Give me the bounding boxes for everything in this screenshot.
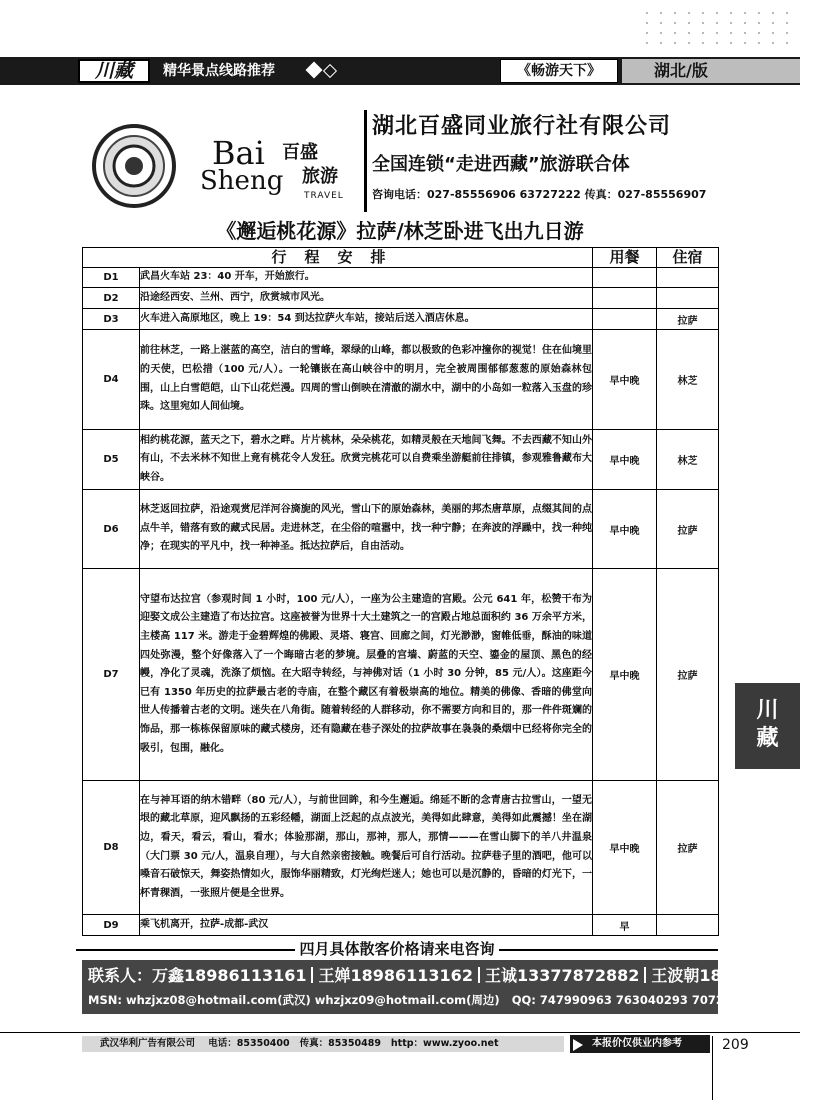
header-meals: 用餐 — [593, 248, 657, 268]
company-slogan: 全国连锁“走进西藏”旅游联合体 — [372, 154, 630, 175]
description-cell: 火车进入高原地区，晚上 19：54 到达拉萨火车站，接站后送入酒店休息。 — [140, 309, 593, 330]
logo-travel: TRAVEL — [304, 191, 344, 201]
contact-qq: QQ: 747990963 763040293 707261299 — [511, 993, 764, 1007]
lodging-cell: 拉萨 — [657, 781, 719, 915]
table-row — [83, 569, 719, 781]
table-row — [83, 915, 719, 936]
contact-person: 万鑫18986113161 — [152, 966, 307, 985]
footer-note: 本报价仅供业内参考 — [592, 1038, 682, 1049]
divider — [364, 110, 367, 212]
description-cell: 前往林芝，一路上湛蓝的高空，洁白的雪峰，翠绿的山峰，都以极致的色彩冲撞你的视觉！住在仙境里的天使，巴松措（100 元/人）。一轮镶嵌在高山峡谷中的明月，完全被周围郁郁葱葱的原始森林包围，山上白雪皑皑，山下山花烂漫。四周的雪山倒映在清澈的湖水中，湖中的小岛如一粒落入玉盘的珍珠。这里宛如人间仙境。 — [140, 330, 593, 430]
logo-latin-sheng: Sheng — [200, 166, 284, 196]
contact-person: 王诚13377872882 — [484, 966, 640, 985]
day-cell: D8 — [83, 781, 140, 915]
company-logo-icon — [80, 121, 188, 211]
day-cell: D4 — [83, 330, 140, 430]
tour-title: 《邂逅桃花源》拉萨/林芝卧进飞出九日游 — [216, 219, 584, 243]
lodging-cell: 拉萨 — [657, 309, 719, 330]
lodging-cell — [657, 288, 719, 309]
side-tab-text: 川藏 — [756, 698, 779, 751]
price-inquiry-banner — [76, 939, 718, 959]
description-cell: 沿途经西安、兰州、西宁，欣赏城市风光。 — [140, 288, 593, 309]
description-cell: 乘飞机离开，拉萨-成都-武汉 — [140, 915, 593, 936]
side-tab — [735, 683, 800, 769]
separator — [478, 967, 480, 983]
header-schedule: 行程安排 — [83, 248, 593, 268]
day-cell: D1 — [83, 268, 140, 288]
logo-latin-bai: Bai — [212, 134, 265, 172]
table-row — [83, 309, 719, 330]
footer-phone: 电话：85350400 — [208, 1038, 290, 1049]
contact-person: 王婵18986113162 — [318, 966, 473, 985]
table-header-row — [83, 248, 719, 268]
table-row — [83, 330, 719, 430]
description-cell: 林芝返回拉萨，沿途观赏尼洋河谷旖旎的风光，雪山下的原始森林，美丽的邦杰唐草原，点缀其间的点点牛羊，错落有致的藏式民居。走进林芝，在尘俗的喧嚣中，找一种宁静；在奔波的浮躁中，找一种纯净；在现实的平凡中，找一种神圣。抵达拉萨后，自由活动。 — [140, 490, 593, 569]
day-cell: D3 — [83, 309, 140, 330]
day-cell: D5 — [83, 430, 140, 490]
day-cell: D2 — [83, 288, 140, 309]
separator — [311, 967, 313, 983]
meal-cell — [593, 288, 657, 309]
footer-publisher-info — [100, 1036, 499, 1052]
contact-online — [88, 990, 764, 1010]
day-cell: D6 — [83, 490, 140, 569]
logo-cn-1: 百盛 — [282, 142, 318, 163]
contact-msn: MSN: whzjxz08@hotmail.com(武汉) whzjxz09@hotmail.com(周边) — [88, 993, 500, 1007]
footer-fax: 传真：85350489 — [299, 1038, 381, 1049]
header-brand: 川藏 — [78, 59, 150, 83]
footer-rule — [0, 1032, 800, 1033]
contact-label: 联系人： — [88, 966, 153, 985]
meal-cell: 早中晚 — [593, 430, 657, 490]
description-cell: 守望布达拉宫（参观时间 1 小时，100 元/人），一座为公主建造的宫殿。公元 641 年，松赞干布为迎娶文成公主建造了布达拉宫。这座被誉为世界十大土建筑之一的宫殿占地总面积约 36 万余平方米，主楼高 117 米。游走于金碧辉煌的佛殿、灵塔、寝宫、回廊之间，灯光渺渺，窗帷低垂，酥油的味道四处弥漫，整个好像落入了一个晦暗古老的梦境。层叠的宫墙、蔚蓝的天空、鎏金的屋顶、黑色的经幔，净化了灵魂，洗涤了烦恼。在大昭寺转经，与神佛对话（1 小时 30 分钟，85 元/人）。这座距今已有 1350 年历史的拉萨最古老的寺庙，在整个藏区有着极崇高的地位。精美的佛像、香暗的佛堂向世人传播着古老的文明。迷失在八角街。随着转经的人群移动，你不需要方向和目的，那一件件斑斓的饰品，那一栋栋保留原味的藏式楼房，还有隐藏在巷子深处的拉萨故事在袅袅的桑烟中已经将你完全的吸引，包围，融化。 — [140, 569, 593, 781]
dot-pattern-decoration — [640, 8, 790, 48]
day-cell: D9 — [83, 915, 140, 936]
table-row — [83, 268, 719, 288]
footer-divider — [712, 1036, 713, 1100]
description-cell: 相约桃花源，蓝天之下，碧水之畔。片片桃林，朵朵桃花，如精灵般在天地间飞舞。不去西藏不知山外有山，不去米林不知世上竟有桃花令人发狂。欣赏完桃花可以自费乘坐游艇前往排镇，参观雅鲁藏布大峡谷。 — [140, 430, 593, 490]
meal-cell: 早中晚 — [593, 569, 657, 781]
footer-publisher: 武汉华利广告有限公司 — [100, 1038, 196, 1049]
lodging-cell: 林芝 — [657, 330, 719, 430]
contact-panel — [82, 960, 822, 1014]
page-number: 209 — [722, 1037, 749, 1053]
description-cell: 在与神耳语的纳木错畔（80 元/人），与前世回眸，和今生邂逅。绵延不断的念青唐古拉雪山，一望无垠的藏北草原，迎风飘扬的五彩经幡，湖面上泛起的点点波光，美得如此肆意，美得如此震撼！坐在湖边，看天，看云，看山，看水；体验那湖，那山，那神，那人，那情———在雪山脚下的羊八井温泉（大门票 30 元/人，温泉自理），与大自然亲密接触。晚餐后可自行活动。拉萨巷子里的酒吧，他可以嗓音石破惊天，舞姿热情如火，服饰华丽精致，灯光绚烂迷人；她也可以是沉静的，昏暗的灯光下，一杯青稞酒，一张照片便是全世界。 — [140, 781, 593, 915]
header-subtitle: 精华景点线路推荐 — [163, 63, 275, 79]
banner-text-wrap — [76, 939, 718, 959]
edition-label: 湖北/版 — [654, 61, 708, 80]
company-name: 湖北百盛同业旅行社有限公司 — [372, 114, 672, 139]
meal-cell: 早中晚 — [593, 781, 657, 915]
itinerary-table — [82, 247, 719, 936]
banner-text: 四月具体散客价格请来电咨询 — [295, 940, 498, 958]
table-row — [83, 430, 719, 490]
lodging-cell: 拉萨 — [657, 569, 719, 781]
magazine-name: 《畅游天下》 — [500, 59, 618, 83]
table-row — [83, 781, 719, 915]
company-contact: 咨询电话：027-85556906 63727222 传真：027-85556907 — [372, 188, 707, 201]
meal-cell — [593, 309, 657, 330]
company-logo-wordmark — [200, 134, 360, 210]
lodging-cell: 拉萨 — [657, 490, 719, 569]
contact-person: 王波朝18971270005 — [651, 966, 822, 985]
edition-box — [622, 59, 800, 83]
table-row — [83, 288, 719, 309]
logo-cn-2: 旅游 — [302, 166, 338, 187]
meal-cell — [593, 268, 657, 288]
meal-cell: 早中晚 — [593, 330, 657, 430]
header-lodging: 住宿 — [657, 248, 719, 268]
lodging-cell: 林芝 — [657, 430, 719, 490]
meal-cell: 早 — [593, 915, 657, 936]
arrow-right-icon — [573, 1039, 583, 1051]
lodging-cell — [657, 268, 719, 288]
footer-web: http：www.zyoo.net — [390, 1038, 499, 1049]
meal-cell: 早中晚 — [593, 490, 657, 569]
lodging-cell — [657, 915, 719, 936]
contact-people — [88, 964, 822, 988]
separator — [644, 967, 646, 983]
day-cell: D7 — [83, 569, 140, 781]
description-cell: 武昌火车站 23：40 开车，开始旅行。 — [140, 268, 593, 288]
table-row — [83, 490, 719, 569]
